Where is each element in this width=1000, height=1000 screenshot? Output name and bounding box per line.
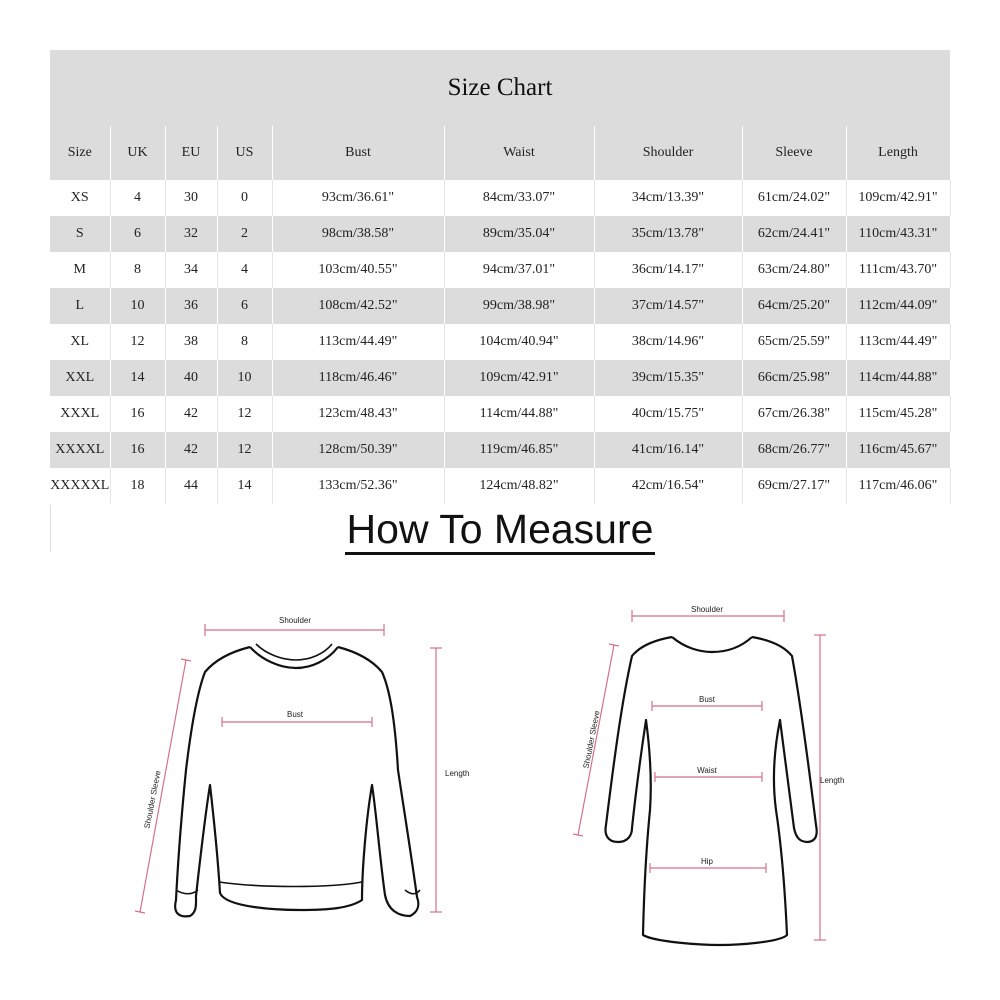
sweater-length-label: Length — [445, 769, 470, 778]
table-cell: 111cm/43.70" — [846, 252, 950, 288]
table-cell: 34 — [165, 252, 217, 288]
table-cell: 8 — [217, 324, 272, 360]
table-cell: 69cm/27.17" — [742, 468, 846, 504]
table-cell: 114cm/44.88" — [846, 360, 950, 396]
sweater-sleeve-label: Shoulder Sleeve — [142, 769, 163, 830]
table-row — [50, 468, 950, 504]
column-header-uk: UK — [110, 126, 165, 180]
table-cell: 12 — [110, 324, 165, 360]
column-header-sleeve: Sleeve — [742, 126, 846, 180]
table-cell: 35cm/13.78" — [594, 216, 742, 252]
table-cell: 42 — [165, 432, 217, 468]
table-cell: 38cm/14.96" — [594, 324, 742, 360]
table-cell: XXL — [50, 360, 110, 396]
column-header-size: Size — [50, 126, 110, 180]
table-cell: 115cm/45.28" — [846, 396, 950, 432]
table-cell: 12 — [217, 432, 272, 468]
table-cell: 63cm/24.80" — [742, 252, 846, 288]
column-header-bust: Bust — [272, 126, 444, 180]
dress-diagram — [606, 637, 817, 945]
table-cell: 32 — [165, 216, 217, 252]
table-row — [50, 360, 950, 396]
table-cell: 36cm/14.17" — [594, 252, 742, 288]
table-row — [50, 252, 950, 288]
table-cell: 42cm/16.54" — [594, 468, 742, 504]
dress-outline-icon — [606, 637, 817, 945]
column-header-waist: Waist — [444, 126, 594, 180]
table-cell: 65cm/25.59" — [742, 324, 846, 360]
column-header-shoulder: Shoulder — [594, 126, 742, 180]
table-cell: 133cm/52.36" — [272, 468, 444, 504]
table-cell: XS — [50, 180, 110, 216]
table-row — [50, 324, 950, 360]
dress-shoulder-label: Shoulder — [690, 605, 724, 614]
table-cell: 30 — [165, 180, 217, 216]
table-cell: 6 — [110, 216, 165, 252]
sweater-diagram — [175, 644, 420, 916]
table-cell: 124cm/48.82" — [444, 468, 594, 504]
table-cell: 36 — [165, 288, 217, 324]
column-header-us: US — [217, 126, 272, 180]
measure-illustrations — [0, 560, 1000, 1000]
table-cell: 8 — [110, 252, 165, 288]
column-header-eu: EU — [165, 126, 217, 180]
table-row — [50, 288, 950, 324]
table-cell: 108cm/42.52" — [272, 288, 444, 324]
table-cell: 104cm/40.94" — [444, 324, 594, 360]
table-cell: 113cm/44.49" — [272, 324, 444, 360]
table-cell: 89cm/35.04" — [444, 216, 594, 252]
dress-waist-label: Waist — [697, 766, 717, 775]
table-cell: 42 — [165, 396, 217, 432]
sweater-outline-icon — [175, 647, 418, 916]
table-cell: 99cm/38.98" — [444, 288, 594, 324]
dress-length-label: Length — [820, 776, 845, 785]
dress-collar-icon — [672, 637, 752, 652]
table-cell: 38 — [165, 324, 217, 360]
table-row — [50, 432, 950, 468]
table-cell: XXXL — [50, 396, 110, 432]
table-cell: 113cm/44.49" — [846, 324, 950, 360]
table-cell: 62cm/24.41" — [742, 216, 846, 252]
table-cell: 98cm/38.58" — [272, 216, 444, 252]
table-cell: 116cm/45.67" — [846, 432, 950, 468]
table-header-row — [50, 126, 950, 180]
sweater-bust-label: Bust — [286, 710, 304, 719]
column-header-length: Length — [846, 126, 950, 180]
table-cell: 84cm/33.07" — [444, 180, 594, 216]
how-to-measure-title: How To Measure — [345, 506, 656, 555]
table-cell: 34cm/13.39" — [594, 180, 742, 216]
table-cell: XXXXXL — [50, 468, 110, 504]
table-cell: 68cm/26.77" — [742, 432, 846, 468]
table-cell: 44 — [165, 468, 217, 504]
table-cell: 112cm/44.09" — [846, 288, 950, 324]
table-cell: 16 — [110, 396, 165, 432]
table-row — [50, 180, 950, 216]
table-cell: 18 — [110, 468, 165, 504]
table-cell: 37cm/14.57" — [594, 288, 742, 324]
how-to-measure-heading — [0, 506, 1000, 555]
table-cell: 14 — [217, 468, 272, 504]
table-cell: 109cm/42.91" — [444, 360, 594, 396]
table-cell: 0 — [217, 180, 272, 216]
table-cell: 117cm/46.06" — [846, 468, 950, 504]
table-cell: 110cm/43.31" — [846, 216, 950, 252]
table-cell: 12 — [217, 396, 272, 432]
table-cell: L — [50, 288, 110, 324]
table-cell: 10 — [217, 360, 272, 396]
size-table — [50, 126, 951, 504]
dress-hip-label: Hip — [700, 857, 714, 866]
size-chart-title: Size Chart — [50, 50, 950, 126]
table-cell: 40 — [165, 360, 217, 396]
table-cell: 64cm/25.20" — [742, 288, 846, 324]
table-cell: 94cm/37.01" — [444, 252, 594, 288]
table-cell: 39cm/15.35" — [594, 360, 742, 396]
table-cell: S — [50, 216, 110, 252]
table-cell: 103cm/40.55" — [272, 252, 444, 288]
sweater-shoulder-label: Shoulder — [278, 616, 312, 625]
table-cell: 16 — [110, 432, 165, 468]
table-cell: 41cm/16.14" — [594, 432, 742, 468]
dress-sleeve-label: Shoulder Sleeve — [581, 709, 602, 770]
size-chart — [50, 50, 950, 504]
table-cell: 6 — [217, 288, 272, 324]
table-cell: 114cm/44.88" — [444, 396, 594, 432]
table-cell: 118cm/46.46" — [272, 360, 444, 396]
table-body — [50, 180, 950, 504]
table-cell: 40cm/15.75" — [594, 396, 742, 432]
table-cell: 119cm/46.85" — [444, 432, 594, 468]
table-cell: 109cm/42.91" — [846, 180, 950, 216]
table-row — [50, 216, 950, 252]
table-cell: XL — [50, 324, 110, 360]
table-cell: M — [50, 252, 110, 288]
table-cell: 66cm/25.98" — [742, 360, 846, 396]
table-cell: 4 — [110, 180, 165, 216]
table-cell: 128cm/50.39" — [272, 432, 444, 468]
table-cell: 93cm/36.61" — [272, 180, 444, 216]
table-cell: 10 — [110, 288, 165, 324]
table-row — [50, 396, 950, 432]
table-cell: 123cm/48.43" — [272, 396, 444, 432]
table-cell: 67cm/26.38" — [742, 396, 846, 432]
table-cell: 2 — [217, 216, 272, 252]
table-cell: 61cm/24.02" — [742, 180, 846, 216]
dress-bust-label: Bust — [698, 695, 716, 704]
table-cell: XXXXL — [50, 432, 110, 468]
table-cell: 4 — [217, 252, 272, 288]
table-cell: 14 — [110, 360, 165, 396]
